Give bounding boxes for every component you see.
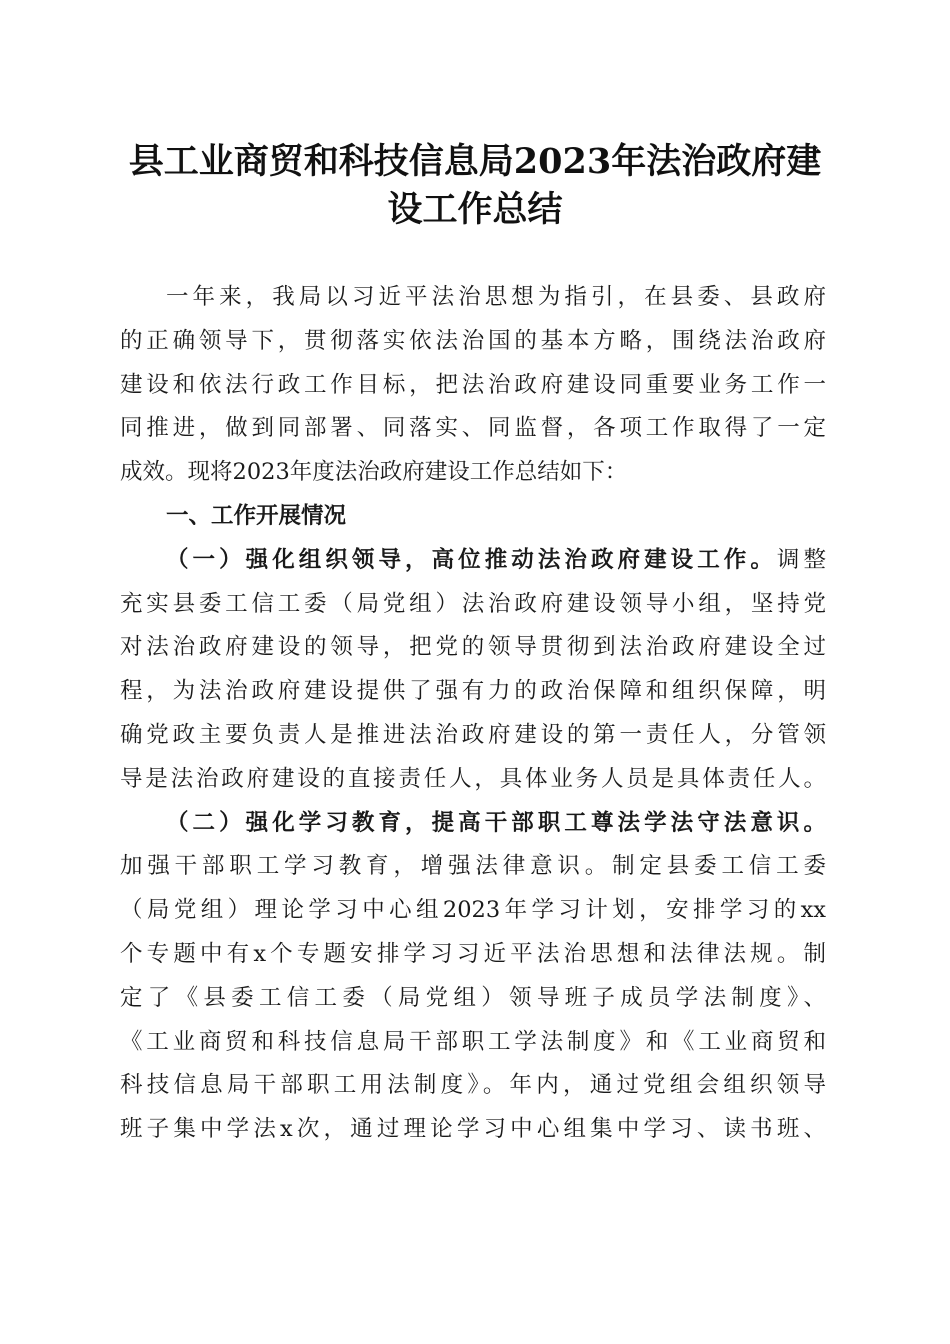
item-1-lead-rest: 调整	[776, 546, 826, 573]
title-line-2: 设工作总结	[387, 189, 563, 230]
item-2-paragraph	[120, 802, 826, 1152]
paragraph-line: 科技信息局干部职工用法制度》。年内，通过党组会组织领导	[120, 1072, 826, 1099]
paragraph-line	[120, 539, 826, 583]
paragraph-line: 的正确领导下，贯彻落实依法治国的基本方略，围绕法治政府	[120, 327, 826, 354]
intro-paragraph	[120, 276, 826, 495]
paragraph-line: 充实县委工信工委（局党组）法治政府建设领导小组，坚持党	[120, 590, 826, 617]
title-line-1: 县工业商贸和科技信息局2023年法治政府建	[128, 141, 822, 182]
paragraph-line: 个专题中有x个专题安排学习习近平法治思想和法律法规。制	[120, 940, 826, 967]
paragraph-line: 同推进，做到同部署、同落实、同监督，各项工作取得了一定	[120, 415, 826, 442]
section-heading: 一、工作开展情况	[166, 502, 347, 529]
paragraph-line: 班子集中学法x次，通过理论学习中心组集中学习、读书班、	[120, 1116, 826, 1143]
paragraph-line: 程，为法治政府建设提供了强有力的政治保障和组织保障，明	[120, 678, 826, 705]
paragraph-line: 确党政主要负责人是推进法治政府建设的第一责任人，分管领	[120, 721, 826, 748]
paragraph-line: 建设和依法行政工作目标，把法治政府建设同重要业务工作一	[120, 371, 826, 398]
paragraph-line: 加强干部职工学习教育，增强法律意识。制定县委工信工委	[120, 853, 826, 880]
document-body	[120, 276, 826, 1152]
paragraph-line: 定了《县委工信工委（局党组）领导班子成员学法制度》、	[120, 984, 826, 1011]
paragraph-line: 一年来，我局以习近平法治思想为指引，在县委、县政府	[166, 284, 826, 310]
paragraph-line: 对法治政府建设的领导，把党的领导贯彻到法治政府建设全过	[120, 634, 826, 661]
paragraph-line: 成效。现将2023年度法治政府建设工作总结如下：	[120, 459, 628, 486]
paragraph-line: 《工业商贸和科技信息局干部职工学法制度》和《工业商贸和	[120, 1028, 826, 1055]
item-1-lead: （一）强化组织领导，高位推动法治政府建设工作。	[166, 546, 777, 573]
paragraph-line: 导是法治政府建设的直接责任人，具体业务人员是具体责任人。	[120, 765, 826, 792]
item-2-lead: （二）强化学习教育，提高干部职工尊法学法守法意识。	[166, 809, 826, 836]
paragraph-line: （局党组）理论学习中心组2023年学习计划，安排学习的xx	[120, 897, 826, 924]
item-1-paragraph	[120, 539, 826, 802]
document-title	[110, 138, 840, 234]
